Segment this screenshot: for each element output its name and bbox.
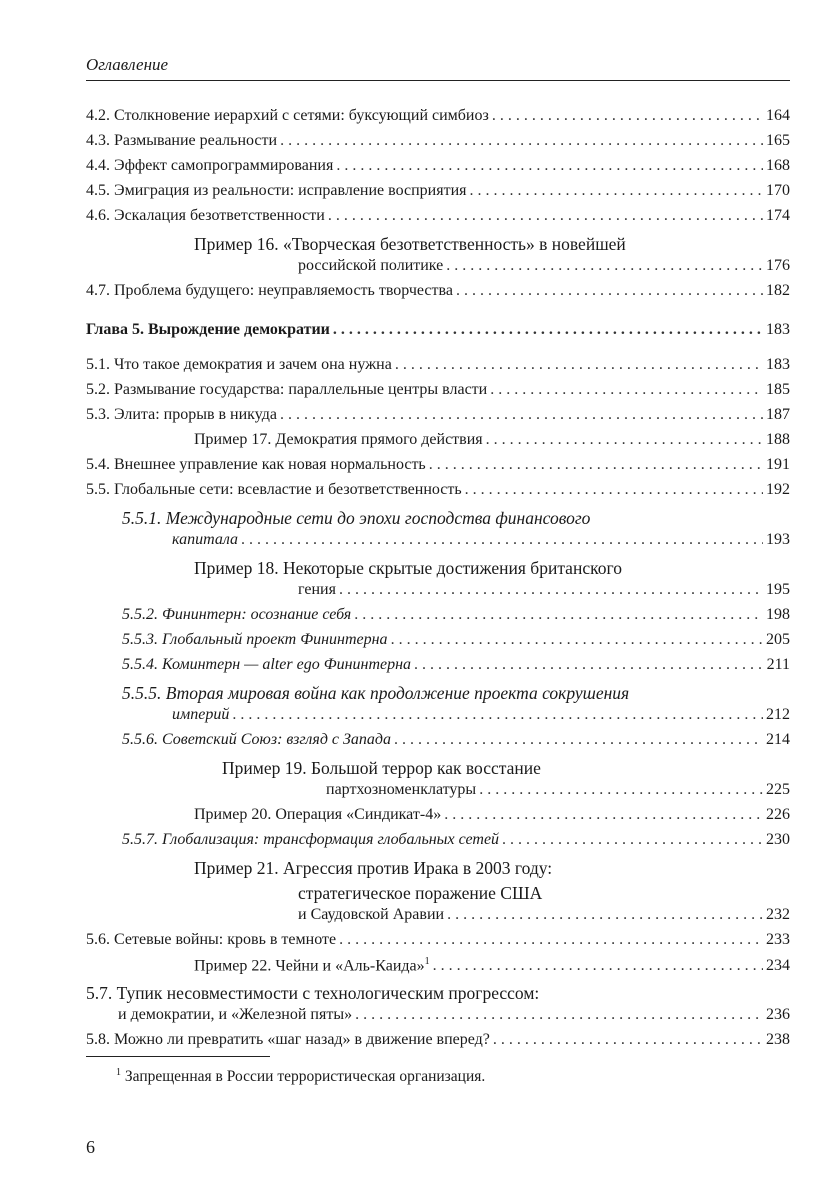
dot-leader	[465, 481, 763, 499]
toc-entry-line	[194, 232, 834, 257]
toc-entry-line	[122, 681, 834, 706]
dot-leader	[328, 207, 763, 225]
toc-entry-title	[194, 956, 430, 975]
toc-entry-title: 5.2. Размывание государства: параллельные центры власти	[86, 381, 488, 398]
dot-leader	[395, 356, 763, 374]
toc-entry-page: 183	[766, 356, 790, 373]
toc-entry-line	[194, 556, 834, 581]
toc-entry-page: 164	[766, 107, 790, 124]
toc-entry	[172, 531, 790, 556]
toc-entry-title: Пример 20. Операция «Синдикат-4»	[194, 806, 442, 823]
toc-entry	[86, 931, 790, 956]
toc-entry-page: 182	[766, 282, 790, 299]
dot-leader	[470, 182, 764, 200]
footnote	[116, 1067, 485, 1086]
toc-entry-page: 211	[766, 656, 790, 673]
dot-leader	[339, 931, 763, 949]
toc-entry	[194, 956, 790, 981]
toc-entry-page: 168	[766, 157, 790, 174]
toc-entry-page: 205	[766, 631, 790, 648]
toc-entry	[118, 1006, 790, 1031]
dot-leader	[446, 257, 763, 275]
toc-entry	[122, 831, 790, 856]
toc-entry-page: 195	[766, 581, 790, 598]
toc-entry	[172, 706, 790, 731]
toc-entry-title: 5.5.7. Глобализация: трансформация глобальных сетей	[122, 831, 500, 848]
dot-leader	[241, 531, 763, 549]
toc-entry	[86, 107, 790, 132]
toc-entry-page: 193	[766, 531, 790, 548]
toc-entry	[86, 207, 790, 232]
toc-entry-page: 233	[766, 931, 790, 948]
toc-entry	[194, 806, 790, 831]
toc-entry-page: 234	[766, 957, 790, 975]
toc-entry-line	[86, 981, 834, 1006]
dot-leader	[493, 1031, 763, 1049]
dot-leader	[391, 631, 763, 649]
toc-entry-title: 5.7. Тупик несовместимости с технологическим прогрессом:	[86, 983, 540, 1003]
toc-entry-title: 4.6. Эскалация безответственности	[86, 207, 325, 224]
header-rule	[86, 80, 790, 81]
footnote-mark: 1	[116, 1067, 121, 1078]
toc-entry	[86, 481, 790, 506]
toc-entry	[122, 606, 790, 631]
dot-leader	[414, 656, 764, 674]
toc-entry-page: 236	[766, 1006, 790, 1023]
dot-leader	[456, 282, 763, 300]
toc-entry-title: Пример 21. Агрессия против Ирака в 2003 году:	[194, 858, 553, 878]
toc-chapter	[86, 321, 790, 346]
toc-entry-title: 4.7. Проблема будущего: неуправляемость творчества	[86, 282, 453, 299]
page-number: 6	[86, 1137, 95, 1157]
toc-entry	[298, 906, 790, 931]
toc-entry	[298, 257, 790, 282]
running-header: Оглавление	[86, 55, 169, 74]
toc-entry-page: 212	[766, 706, 790, 723]
toc-entry	[86, 182, 790, 207]
toc-entry-title-cont: и Саудовской Аравии	[298, 906, 445, 923]
toc-entry-page: 192	[766, 481, 790, 498]
toc-entry-title: 5.5.4. Коминтерн — alter ego Фининтерна	[122, 656, 412, 673]
toc-entry-page: 225	[766, 781, 790, 798]
dot-leader	[502, 831, 763, 849]
toc-entry-line	[222, 756, 834, 781]
dot-leader	[355, 1006, 763, 1024]
toc-entry-title: 5.1. Что такое демократия и зачем она нужна	[86, 356, 392, 373]
footnote-rule	[86, 1056, 270, 1057]
toc-entry-title: 5.5.3. Глобальный проект Фининтерна	[122, 631, 388, 648]
dot-leader	[394, 731, 763, 749]
toc-entry	[86, 132, 790, 157]
dot-leader	[444, 806, 763, 824]
toc-entry	[86, 406, 790, 431]
toc-entry-page: 198	[766, 606, 790, 623]
toc-entry-page: 232	[766, 906, 790, 923]
toc-entry-page: 183	[766, 321, 790, 338]
dot-leader	[490, 381, 763, 399]
dot-leader	[447, 906, 763, 924]
footnote-ref: 1	[424, 956, 430, 967]
toc-entry-page: 191	[766, 456, 790, 473]
toc-entry-page: 230	[766, 831, 790, 848]
dot-leader	[479, 781, 763, 799]
toc-entry	[298, 581, 790, 606]
toc-entry-title: 5.3. Элита: прорыв в никуда	[86, 406, 277, 423]
toc-entry-title-cont: и демократии, и «Железной пяты»	[118, 1006, 353, 1023]
toc-entry-title: Пример 19. Большой террор как восстание	[222, 758, 541, 778]
toc-entry-page: 214	[766, 731, 790, 748]
toc-entry-title: 5.4. Внешнее управление как новая нормальность	[86, 456, 426, 473]
toc-entry-page: 170	[766, 182, 790, 199]
toc-entry-page: 165	[766, 132, 790, 149]
toc-entry-page: 185	[766, 381, 790, 398]
dot-leader	[354, 606, 763, 624]
toc-entry-title: 5.8. Можно ли превратить «шаг назад» в движение вперед?	[86, 1031, 490, 1048]
toc-entry-title: 5.5. Глобальные сети: всевластие и безответственность	[86, 481, 462, 498]
toc-entry-title: 4.2. Столкновение иерархий с сетями: буксующий симбиоз	[86, 107, 489, 124]
dot-leader	[280, 406, 763, 424]
toc-entry-title: 4.4. Эффект самопрограммирования	[86, 157, 334, 174]
toc-entry-page: 174	[766, 207, 790, 224]
toc-entry-title: 4.5. Эмиграция из реальности: исправление восприятия	[86, 182, 467, 199]
toc-entry	[122, 656, 790, 681]
toc-entry-title-cont: гения	[298, 581, 336, 598]
toc-entry-title: 5.5.6. Советский Союз: взгляд с Запада	[122, 731, 392, 748]
dot-leader	[339, 581, 763, 599]
dot-leader	[486, 431, 763, 449]
toc-entry	[194, 431, 790, 456]
dot-leader	[336, 157, 763, 175]
toc-entry-page: 187	[766, 406, 790, 423]
toc-entry-line	[298, 881, 834, 906]
toc-entry-page: 226	[766, 806, 790, 823]
toc-entry	[122, 731, 790, 756]
dot-leader	[280, 132, 763, 150]
toc-entry-line	[194, 856, 834, 881]
toc-entry-title: Пример 17. Демократия прямого действия	[194, 431, 483, 448]
toc-entry	[86, 282, 790, 307]
toc-entry-line	[122, 506, 834, 531]
dot-leader	[492, 107, 763, 125]
toc-entry-title: 4.3. Размывание реальности	[86, 132, 278, 149]
toc-entry-title-cont: капитала	[172, 531, 239, 548]
toc-entry	[86, 157, 790, 182]
dot-leader	[429, 456, 763, 474]
toc-entry-title: 5.5.1. Международные сети до эпохи господства финансового	[122, 508, 591, 528]
toc-entry-page: 188	[766, 431, 790, 448]
toc-entry	[86, 381, 790, 406]
toc-entry	[326, 781, 790, 806]
toc-entry-title-text: Пример 22. Чейни и «Аль-Каида»	[194, 957, 425, 975]
toc-entry	[86, 356, 790, 381]
toc-chapter-title: Глава 5. Вырождение демократии	[86, 321, 330, 338]
dot-leader	[333, 321, 763, 339]
toc-entry-title-cont: партхозноменклатуры	[326, 781, 477, 798]
toc-entry-title: Пример 18. Некоторые скрытые достижения британского	[194, 558, 622, 578]
dot-leader	[232, 706, 763, 724]
toc-entry	[122, 631, 790, 656]
toc-entry-title: 5.5.5. Вторая мировая война как продолжение проекта сокрушения	[122, 683, 630, 703]
toc-entry-title: 5.5.2. Фининтерн: осознание себя	[122, 606, 352, 623]
toc-entry-title-cont: империй	[172, 706, 230, 723]
toc-entry	[86, 456, 790, 481]
footnote-text: Запрещенная в России террористическая организация.	[121, 1068, 486, 1086]
toc-entry-title: Пример 16. «Творческая безответственность» в новейшей	[194, 234, 626, 254]
dot-leader	[433, 957, 763, 975]
toc-entry-title: 5.6. Сетевые войны: кровь в темноте	[86, 931, 337, 948]
toc-entry	[86, 1031, 790, 1056]
toc-entry-page: 238	[766, 1031, 790, 1048]
toc-entry-title-cont: российской политике	[298, 257, 444, 274]
toc-entry-title-cont: стратегическое поражение США	[298, 883, 543, 903]
toc-entry-page: 176	[766, 257, 790, 274]
